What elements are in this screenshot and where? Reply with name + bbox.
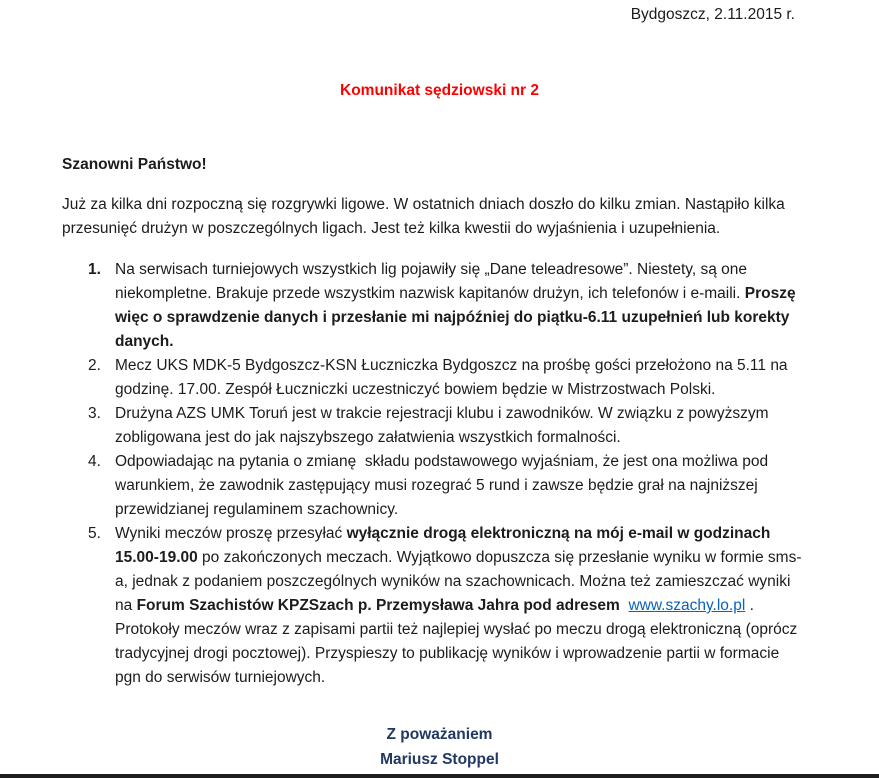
list-item-text (115, 402, 804, 450)
list-item (88, 258, 804, 354)
page-bottom-border (0, 774, 879, 778)
list-item-number: 5. (88, 525, 101, 542)
closing-block (0, 722, 879, 772)
website-link[interactable]: www.szachy.lo.pl (628, 597, 746, 614)
bold-text: Forum Szachistów KPZSzach p. Przemysława Jahra pod adresem (136, 597, 620, 614)
list-item-text (115, 354, 804, 402)
bold-text: wyłącznie drogą elektroniczną na mój e-mail w godzinach 15.00-19.00 (115, 525, 771, 566)
page-title: Komunikat sędziowski nr 2 (340, 82, 539, 99)
list-item (88, 450, 804, 522)
date-line: Bydgoszcz, 2.11.2015 r. (630, 6, 795, 23)
list-item-number: 1. (88, 261, 101, 278)
bold-text: Proszę więc o sprawdzenie danych i przesłanie mi najpóźniej do piątku-6.11 uzupełnień lub korekty danych. (115, 285, 796, 350)
list-item-number: 4. (88, 453, 101, 470)
body-text: po zakończonych meczach. Wyjątkowo dopuszcza się przesłanie wyniku w formie sms-a, jednak z podaniem poszczególnych wyników na szachownicach. Można też zamieszczać wyniki na (115, 549, 802, 614)
closing-salutation: Z poważaniem (386, 726, 493, 743)
body-text: . Protokoły meczów wraz z zapisami partii też najlepiej wysłać po meczu drogą elektroniczną (oprócz tradycyjnej drogi pocztowej). Przyspieszy to publikację wyników i wprowadzenie partii w formacie pgn do serwisów turniejowych. (115, 597, 798, 686)
list-item (88, 402, 804, 450)
list-item (88, 354, 804, 402)
body-text: Na serwisach turniejowych wszystkich lig pojawiły się „Dane teleadresowe”. Niestety, są one niekompletne. Brakuje przede wszystkim nazwisk kapitanów drużyn, ich telefonów i e-maili. (115, 261, 748, 302)
list-item-number: 2. (88, 357, 101, 374)
body-text: Mecz UKS MDK-5 Bydgoszcz-KSN Łuczniczka Bydgoszcz na prośbę gości przełożono na 5.11 na godzinę. 17.00. Zespół Łuczniczki uczestniczyć bowiem będzie w Mistrzostwach Polski. (115, 357, 788, 398)
numbered-list (88, 258, 879, 690)
list-item-text (115, 522, 804, 690)
body-text: Wyniki meczów proszę przesyłać (115, 525, 347, 542)
list-item-number: 3. (88, 405, 101, 422)
list-item (88, 522, 804, 690)
intro-paragraph: Już za kilka dni rozpoczną się rozgrywki ligowe. W ostatnich dniach doszło do kilku zmian. Nastąpiło kilka przesunięć drużyn w poszczególnych ligach. Jest też kilka kwestii do wyjaśnienia i uzupełnienia. (62, 196, 785, 237)
body-text: Odpowiadając na pytania o zmianę składu podstawowego wyjaśniam, że jest ona możliwa pod warunkiem, że zawodnik zastępujący musi rozegrać 5 rund i zawsze będzie grał na najniższej przewidzianej regulaminem szachownicy. (115, 453, 769, 518)
greeting: Szanowni Państwo! (62, 156, 207, 173)
body-text: Drużyna AZS UMK Toruń jest w trakcie rejestracji klubu i zawodników. W związku z powyższym zobligowana jest do jak najszybszego załatwienia wszystkich formalności. (115, 405, 769, 446)
signature-name: Mariusz Stoppel (380, 751, 499, 768)
list-item-text (115, 258, 804, 354)
list-item-text (115, 450, 804, 522)
